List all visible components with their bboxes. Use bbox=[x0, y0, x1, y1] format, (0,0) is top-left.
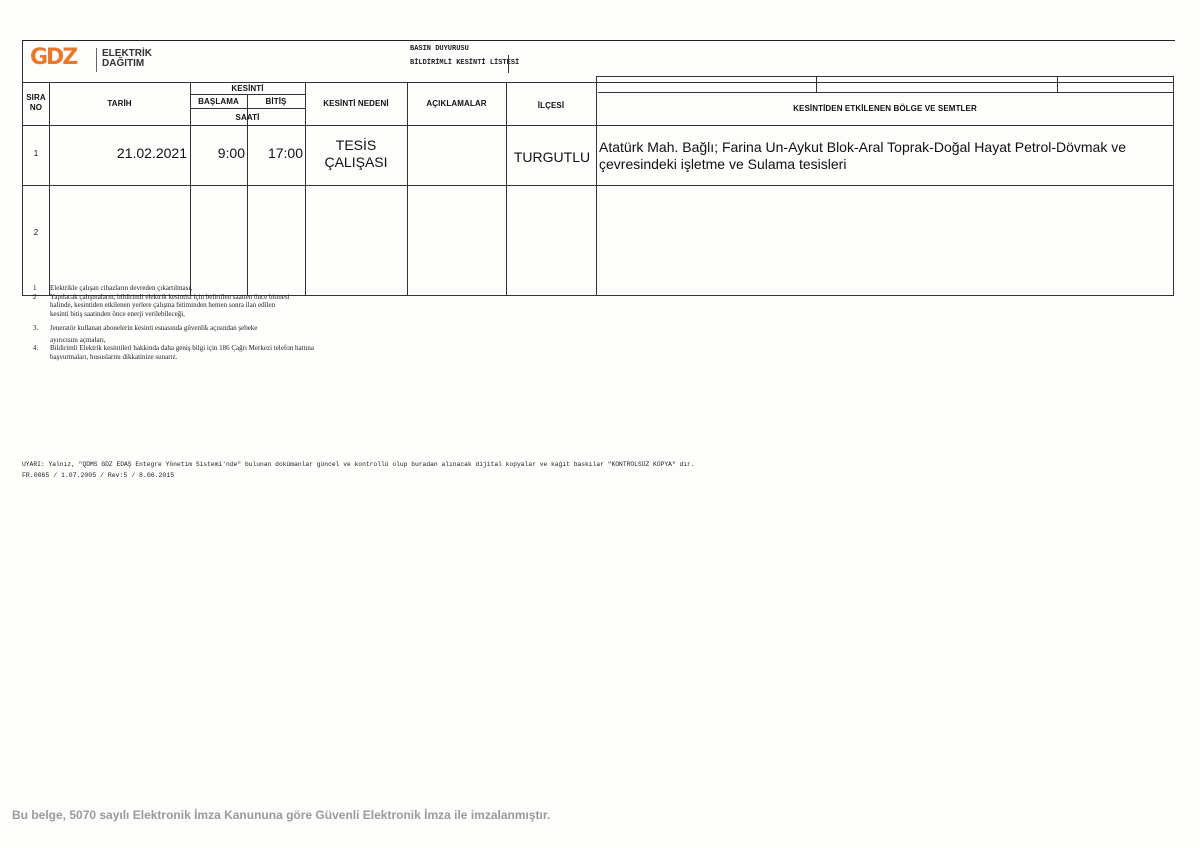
header-no: NO bbox=[29, 103, 43, 112]
outage-table bbox=[22, 40, 1175, 296]
header-sira: SIRA bbox=[26, 93, 46, 102]
note-number: 4. bbox=[33, 344, 39, 352]
header-tarih: TARİH bbox=[107, 99, 132, 108]
doc-title-1: BASIN DUYURUSU bbox=[410, 45, 469, 53]
header-neden: KESİNTİ NEDENİ bbox=[323, 99, 389, 108]
note-line: kesinti bitiş saatinden önce enerji verilebileceği, bbox=[50, 309, 185, 318]
notes-list bbox=[30, 284, 390, 361]
cell-bitis: 17:00 bbox=[267, 145, 303, 161]
grid-line bbox=[816, 76, 817, 92]
cell-bolge-line1: Atatürk Mah. Bağlı; Farina Un-Aykut Blok-Aral Toprak-Doğal Hayat Petrol-Dövmak ve bbox=[599, 139, 1127, 155]
cell-neden-line2: ÇALIŞASI bbox=[324, 154, 388, 170]
grid-line bbox=[596, 76, 1174, 77]
note-item bbox=[30, 344, 390, 361]
header-bolge: KESİNTİDEN ETKİLENEN BÖLGE VE SEMTLER bbox=[793, 104, 977, 113]
form-code: FR.0065 / 1.07.2005 / Rev:5 / 8.06.2015 bbox=[22, 472, 175, 479]
logo-line2: DAĞITIM bbox=[102, 58, 145, 69]
note-line: halinde, kesintiden etkilenen yerlere çalışma bitiminden hemen sonra ilan edilen bbox=[50, 301, 276, 309]
grid-line bbox=[598, 92, 1174, 93]
note-number: 1 bbox=[33, 284, 37, 292]
table-row bbox=[23, 185, 1174, 295]
note-item bbox=[30, 293, 390, 319]
cell-baslama: 9:00 bbox=[217, 145, 245, 161]
note-line: başvurmaları, hususlarını dikkatinize sunarız. bbox=[50, 352, 178, 361]
header-aciklamalar: AÇIKLAMALAR bbox=[426, 99, 487, 108]
note-item bbox=[30, 324, 390, 344]
note-line: Bildirimli Elektrik kesintileri hakkında daha geniş bilgi için 186 Çağrı Merkezi telefon hattına bbox=[50, 344, 314, 352]
header-baslama: BAŞLAMA bbox=[198, 97, 239, 106]
doc-title-2: BİLDİRİMLİ KESİNTİ LİSTESİ bbox=[410, 59, 520, 67]
grid-line bbox=[1057, 76, 1058, 92]
note-line: Elektrikle çalışan cihazların devreden çıkartılması, bbox=[50, 284, 193, 292]
note-line: ayırıcısını açmaları, bbox=[50, 335, 106, 344]
note-line: Yapılacak çalışmaların, bildirimli elektrik kesintisi için belirtilen saatten önce bitmesi bbox=[50, 292, 290, 301]
table-row bbox=[23, 125, 1174, 185]
logo-line1: ELEKTRİK bbox=[102, 48, 152, 59]
header-bitis: BİTİŞ bbox=[265, 97, 287, 106]
header-kesinti: KESİNTİ bbox=[231, 84, 264, 93]
cell-tarih: 21.02.2021 bbox=[116, 145, 187, 161]
cell-neden-line1: TESİS bbox=[335, 137, 377, 153]
logo-mark: GDZ bbox=[30, 45, 77, 70]
header-saati: SAATİ bbox=[235, 113, 260, 122]
note-number: 2 bbox=[33, 292, 37, 301]
cell-bolge-line2: çevresindeki işletme ve Sulama tesisleri bbox=[599, 156, 847, 172]
note-line: Jeneratör kullanan abonelerin kesinti esnasında güvenlik açısından şebeke bbox=[50, 324, 258, 332]
header-ilcesi: İLÇESİ bbox=[537, 101, 565, 110]
note-item bbox=[30, 284, 390, 293]
cell-ilce: TURGUTLU bbox=[513, 149, 591, 165]
warning-text: UYARI: Yalnız, "QDMS GDZ EDAŞ Entegre Yönetim Sistemi'nde" bulunan dokümanlar güncel ve kontrollü olup buradan alınacak dijital kopyalar ve kağıt baskılar "KONTROLSÜZ KOPYA" dır. bbox=[22, 461, 695, 468]
grid-line bbox=[23, 82, 1174, 83]
e-signature-notice: Bu belge, 5070 sayılı Elektronik İmza Kanununa göre Güvenli Elektronik İmza ile imzalanmıştır. bbox=[12, 808, 551, 822]
cell-no: 1 bbox=[33, 149, 39, 158]
cell-no: 2 bbox=[33, 228, 39, 237]
note-number: 3. bbox=[33, 324, 39, 332]
